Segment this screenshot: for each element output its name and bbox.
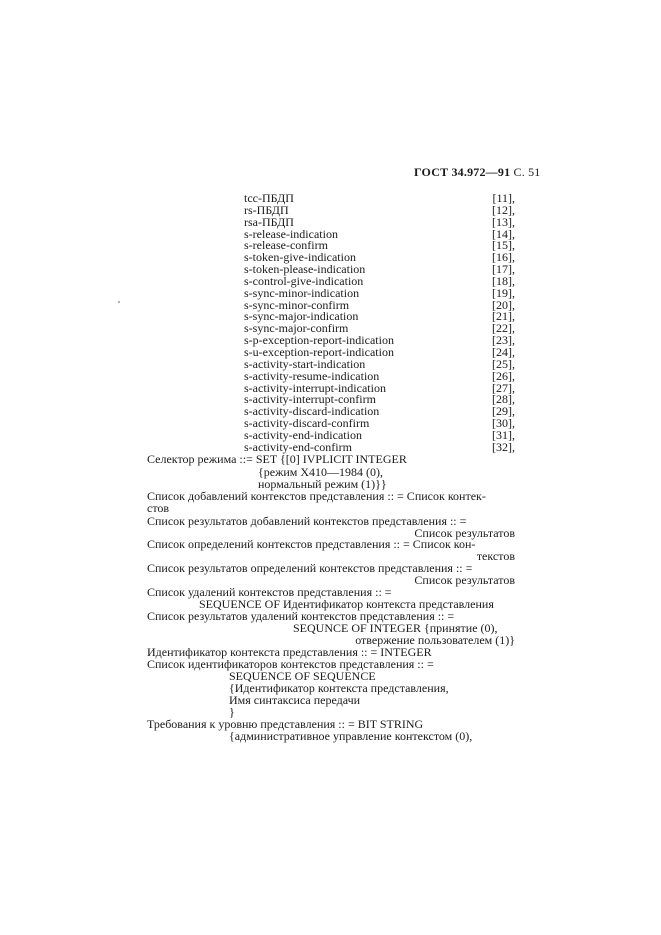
primitive-name: s-activity-end-indication <box>244 427 362 442</box>
primitive-ref: [15], <box>492 238 515 253</box>
requirements-def: Требования к уровню представления :: = BIT STRING <box>147 717 424 731</box>
primitive-name: s-activity-interrupt-confirm <box>244 392 376 407</box>
primitive-row <box>0 226 661 241</box>
primitive-ref: [11], <box>492 191 515 205</box>
standard-number: ГОСТ 34.972—91 <box>414 165 511 179</box>
primitive-ref: [26], <box>492 368 515 383</box>
primitive-ref: [17], <box>492 262 515 277</box>
primitive-name: s-activity-end-confirm <box>244 439 352 454</box>
primitive-name: s-sync-minor-confirm <box>244 297 350 312</box>
requirements-def-cont: {административное управление контекстом (0), <box>229 729 473 743</box>
primitive-ref: [16], <box>492 250 515 265</box>
add-result-def: Список результатов добавлений контекстов представления :: = <box>147 514 467 528</box>
def-list-def: Список определений контекстов представления :: = Список кон- <box>147 537 476 551</box>
primitive-name: s-control-give-indication <box>244 273 364 288</box>
primitive-name: s-token-please-indication <box>244 262 366 277</box>
primitive-ref: [29], <box>492 404 515 419</box>
primitive-ref: [30], <box>492 416 515 431</box>
primitive-name: s-sync-major-indication <box>244 309 359 324</box>
add-list-def-cont: стов <box>147 501 170 515</box>
ctx-id-list-item1: {Идентификатор контекста представления, <box>229 681 449 695</box>
def-result-def-cont: Список результатов <box>414 573 515 587</box>
primitive-ref: [20], <box>492 297 515 312</box>
page-number: С. 51 <box>513 165 541 179</box>
primitive-ref: [23], <box>492 333 515 348</box>
def-result-def: Список результатов определений контекстов представления :: = <box>147 561 473 575</box>
ctx-id-list-def: Список идентификаторов контекстов представления :: = <box>147 657 434 671</box>
primitive-ref: [14], <box>492 226 515 241</box>
primitive-name: s-sync-major-confirm <box>244 321 349 336</box>
ctx-id-def: Идентификатор контекста представления :: = INTEGER <box>147 645 432 659</box>
primitive-name: s-u-exception-report-indication <box>244 344 394 359</box>
primitive-name: rs-ПБДП <box>244 202 289 217</box>
primitive-ref: [25], <box>492 356 515 371</box>
primitive-ref: [24], <box>492 344 515 359</box>
add-result-def-cont: Список результатов <box>414 526 515 540</box>
primitive-ref: [27], <box>492 380 515 395</box>
primitive-ref: [19], <box>492 285 515 300</box>
del-result-def-cont: SEQUNCE OF INTEGER {принятие (0), <box>293 621 498 635</box>
primitive-ref: [13], <box>492 214 515 229</box>
def-list-def-cont: текстов <box>476 549 515 563</box>
ctx-id-list-close: } <box>229 705 235 719</box>
primitive-name: s-activity-discard-confirm <box>244 416 370 431</box>
page-header <box>414 167 541 179</box>
mode-x410: {режим X410—1984 (0), <box>258 465 384 479</box>
primitive-name: s-activity-start-indication <box>244 356 366 371</box>
primitive-list <box>0 193 661 454</box>
primitive-row <box>0 202 661 217</box>
add-list-def: Список добавлений контекстов представления :: = Список контек- <box>147 489 486 503</box>
primitive-name: s-activity-interrupt-indication <box>244 380 386 395</box>
primitive-ref: [31], <box>492 427 515 442</box>
del-result-def-cont2: отвержение пользователем (1)} <box>355 633 515 647</box>
primitive-name: rsa-ПБДП <box>244 214 294 229</box>
primitive-name: s-release-indication <box>244 226 338 241</box>
mode-selector-def: Селектор режима ::= SET {[0] IVPLICIT INTEGER <box>147 452 407 466</box>
primitive-name: s-token-give-indication <box>244 250 356 265</box>
primitive-ref: [18], <box>492 273 515 288</box>
mode-normal: нормальный режим (1)}} <box>258 477 387 491</box>
primitive-name: s-p-exception-report-indication <box>244 333 394 348</box>
primitive-ref: [32], <box>492 439 515 454</box>
del-list-def-cont: SEQUENCE OF Идентификатор контекста представления <box>199 597 494 611</box>
primitive-name: tcc-ПБДП <box>244 191 294 205</box>
primitive-ref: [12], <box>492 202 515 217</box>
del-result-def: Список результатов удалений контекстов представления :: = <box>147 609 455 623</box>
primitive-name: s-activity-discard-indication <box>244 404 380 419</box>
primitive-ref: [28], <box>492 392 515 407</box>
primitive-row <box>0 193 661 205</box>
ctx-id-list-item2: Имя синтаксиса передачи <box>229 693 361 707</box>
primitive-ref: [22], <box>492 321 515 336</box>
primitive-name: s-release-confirm <box>244 238 328 253</box>
primitive-name: s-sync-minor-indication <box>244 285 360 300</box>
primitive-ref: [21], <box>492 309 515 324</box>
primitive-name: s-activity-resume-indication <box>244 368 380 383</box>
del-list-def: Список удалений контекстов представления :: = <box>147 585 392 599</box>
ctx-id-list-seq: SEQUENCE OF SEQUENCE <box>229 669 376 683</box>
